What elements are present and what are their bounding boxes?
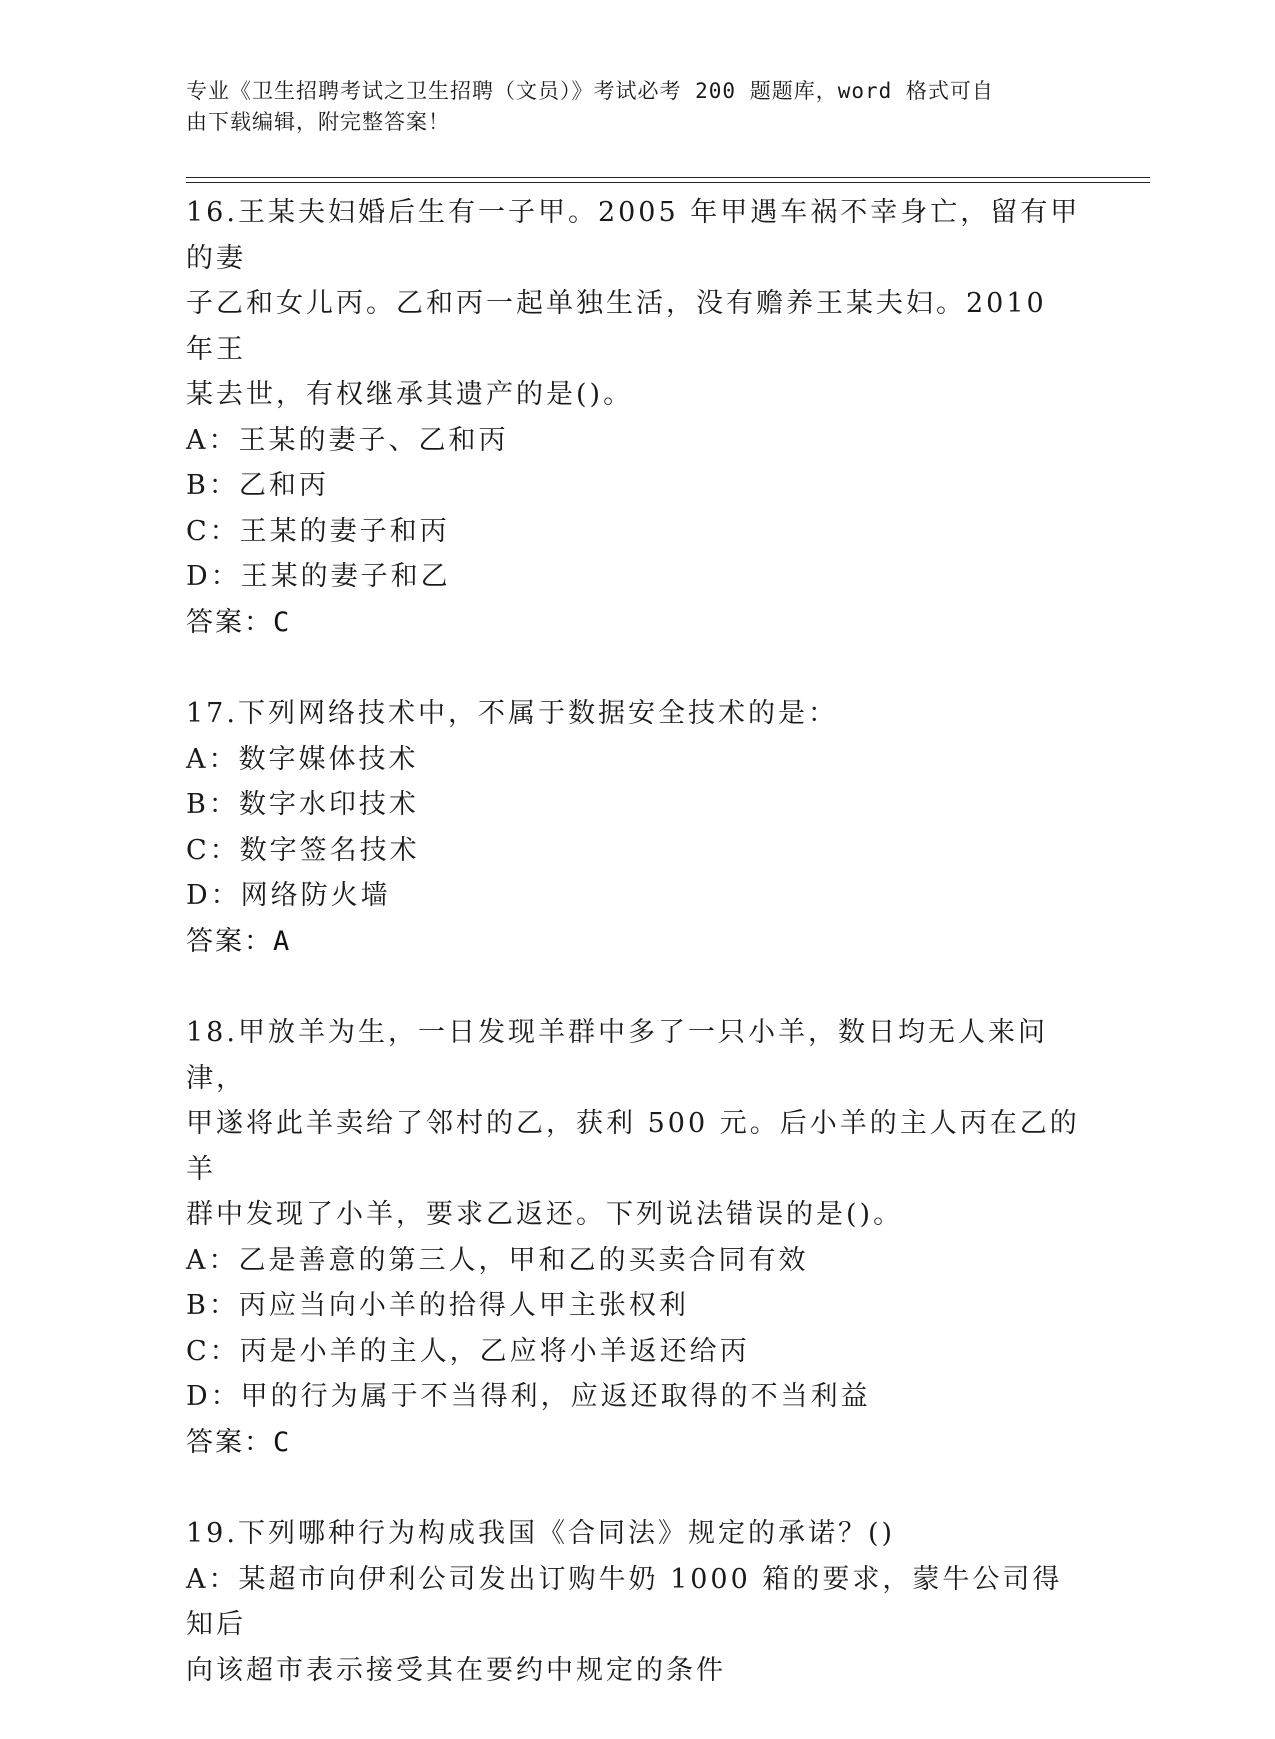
header-divider-top: [186, 177, 1150, 178]
question-stem-line: 甲遂将此羊卖给了邻村的乙，获利 500 元。后小羊的主人丙在乙的羊: [186, 1108, 1080, 1185]
option-b: B：丙应当向小羊的拾得人甲主张权利: [186, 1290, 689, 1321]
question-stem-line: 17.下列网络技术中，不属于数据安全技术的是：: [186, 698, 838, 729]
option-a-continued: 向该超市表示接受其在要约中规定的条件: [186, 1654, 726, 1686]
option-a: A：某超市向伊利公司发出订购牛奶 1000 箱的要求，蒙牛公司得知后: [186, 1563, 1063, 1640]
question-19: [186, 1511, 1086, 1693]
answer-label: 答案：: [186, 606, 273, 638]
answer-label: 答案：: [186, 925, 273, 957]
option-c: C：丙是小羊的主人，乙应将小羊返还给丙: [186, 1335, 750, 1367]
question-stem-line: 某去世，有权继承其遗产的是()。: [186, 379, 634, 410]
question-stem-line: 19.下列哪种行为构成我国《合同法》规定的承诺？(): [186, 1518, 896, 1549]
answer-line: [186, 919, 1086, 965]
question-stem-line: 子乙和女儿丙。乙和丙一起单独生活，没有赡养王某夫妇。2010 年王: [186, 288, 1059, 365]
header-line-1: 专业《卫生招聘考试之卫生招聘（文员）》考试必考 200 题题库，word 格式可自: [186, 79, 994, 103]
answer-line: [186, 1420, 1086, 1466]
header-line-2: 由下载编辑，附完整答案！: [186, 110, 450, 134]
option-c: C：数字签名技术: [186, 834, 420, 866]
option-a: A：数字媒体技术: [186, 743, 419, 775]
header-divider-bottom: [186, 182, 1150, 183]
answer-value: C: [273, 1426, 292, 1458]
question-list: [186, 190, 1086, 1739]
answer-value: A: [273, 925, 292, 957]
option-a: A：乙是善意的第三人，甲和乙的买卖合同有效: [186, 1244, 809, 1276]
question-16: [186, 190, 1086, 645]
option-c: C：王某的妻子和丙: [186, 515, 450, 547]
option-d: D：甲的行为属于不当得利，应返还取得的不当利益: [186, 1381, 871, 1412]
option-d: D：王某的妻子和乙: [186, 561, 451, 592]
question-stem-line: 18.甲放羊为生，一日发现羊群中多了一只小羊，数日均无人来问津，: [186, 1017, 1048, 1094]
document-header: [186, 76, 1086, 138]
option-b: B：数字水印技术: [186, 789, 419, 820]
option-a: A：王某的妻子、乙和丙: [186, 424, 509, 456]
question-18: [186, 1010, 1086, 1465]
option-b: B：乙和丙: [186, 470, 329, 501]
answer-value: C: [273, 606, 292, 638]
question-stem-line: 16.王某夫妇婚后生有一子甲。2005 年甲遇车祸不幸身亡，留有甲的妻: [186, 197, 1081, 274]
answer-line: [186, 600, 1086, 646]
option-d: D：网络防火墙: [186, 880, 391, 911]
question-17: [186, 691, 1086, 964]
answer-label: 答案：: [186, 1426, 273, 1458]
question-stem-line: 群中发现了小羊，要求乙返还。下列说法错误的是()。: [186, 1199, 904, 1230]
